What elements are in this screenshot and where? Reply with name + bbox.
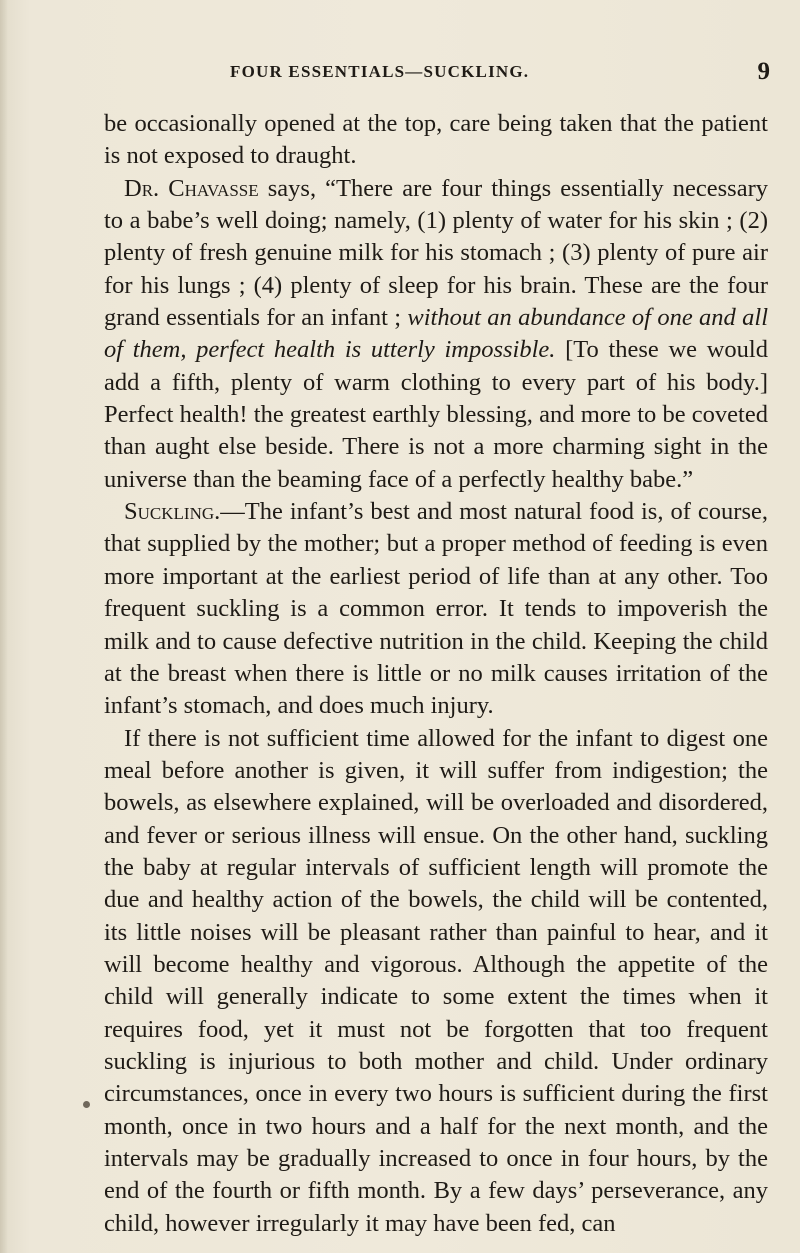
page-number: 9 <box>757 58 770 85</box>
suckling-text: —The infant’s best and most natural food is, of course, that supplied by the mother; but a proper method of feeding is even more important at the earliest period of life than at any other. Too frequent suckling is a common error. It tends to impoverish the milk and to cause defective nutrition in the child. Keeping the child at the breast when there is little or no milk causes irritation of the infant’s stomach, and does much injury. <box>104 498 768 720</box>
author-name: Dr. Chavasse <box>124 174 259 202</box>
section-heading-suckling: Suckling. <box>124 498 221 526</box>
ink-spot <box>83 1101 90 1108</box>
paragraph-continuation: be occasionally opened at the top, care being taken that the patient is not exposed to draught. <box>104 110 768 170</box>
page-gutter-shadow <box>0 0 8 1253</box>
paragraph-chavasse-quote <box>104 173 768 496</box>
page-header <box>230 58 770 88</box>
quote-text-start: says, “There are four things essentially necessary to a babe’s well doing; namely, (1) plenty of water for his skin ; (2) plenty of fresh genuine milk for his stomach ; (3) plenty of pure air for his lungs ; (4) plenty of sleep for his brain. These are the four grand essentials for an infant ; <box>104 174 768 332</box>
paragraph-suckling <box>104 496 768 722</box>
running-head: FOUR ESSENTIALS—SUCKLING. <box>230 62 530 81</box>
quote-italic-emphasis: without an abundance of one and all of them, perfect health is utterly impossible. <box>104 304 769 364</box>
body-text <box>104 108 768 1240</box>
quote-text-end: [To these we would add a fifth, plenty of warm clothing to every part of his body.] Perfect health! the greatest earthly blessing, and more to be coveted than aught else beside. There is not a more charming sight in the universe than the beaming face of a perfectly healthy babe.” <box>104 336 768 493</box>
paragraph-feeding-intervals: If there is not sufficient time allowed for the infant to digest one meal before another is given, it will suffer from indigestion; the bowels, as elsewhere explained, will be overloaded and disordered, and fever or serious illness will ensue. On the other hand, suckling the baby at regular intervals of sufficient length will promote the due and healthy action of the bowels, the child will be contented, its little noises will be pleasant rather than painful to hear, and it will become healthy and vigorous. Although the appetite of the child will generally indicate to some extent the times when it requires food, yet it must not be forgotten that too frequent suckling is injurious to both mother and child. Under ordinary circumstances, once in every two hours is sufficient during the first month, once in two hours and a half for the next month, and the intervals may be gradually increased to once in four hours, by the end of the fourth or fifth month. By a few days’ perseverance, any child, however irregularly it may have been fed, can <box>104 724 768 1237</box>
